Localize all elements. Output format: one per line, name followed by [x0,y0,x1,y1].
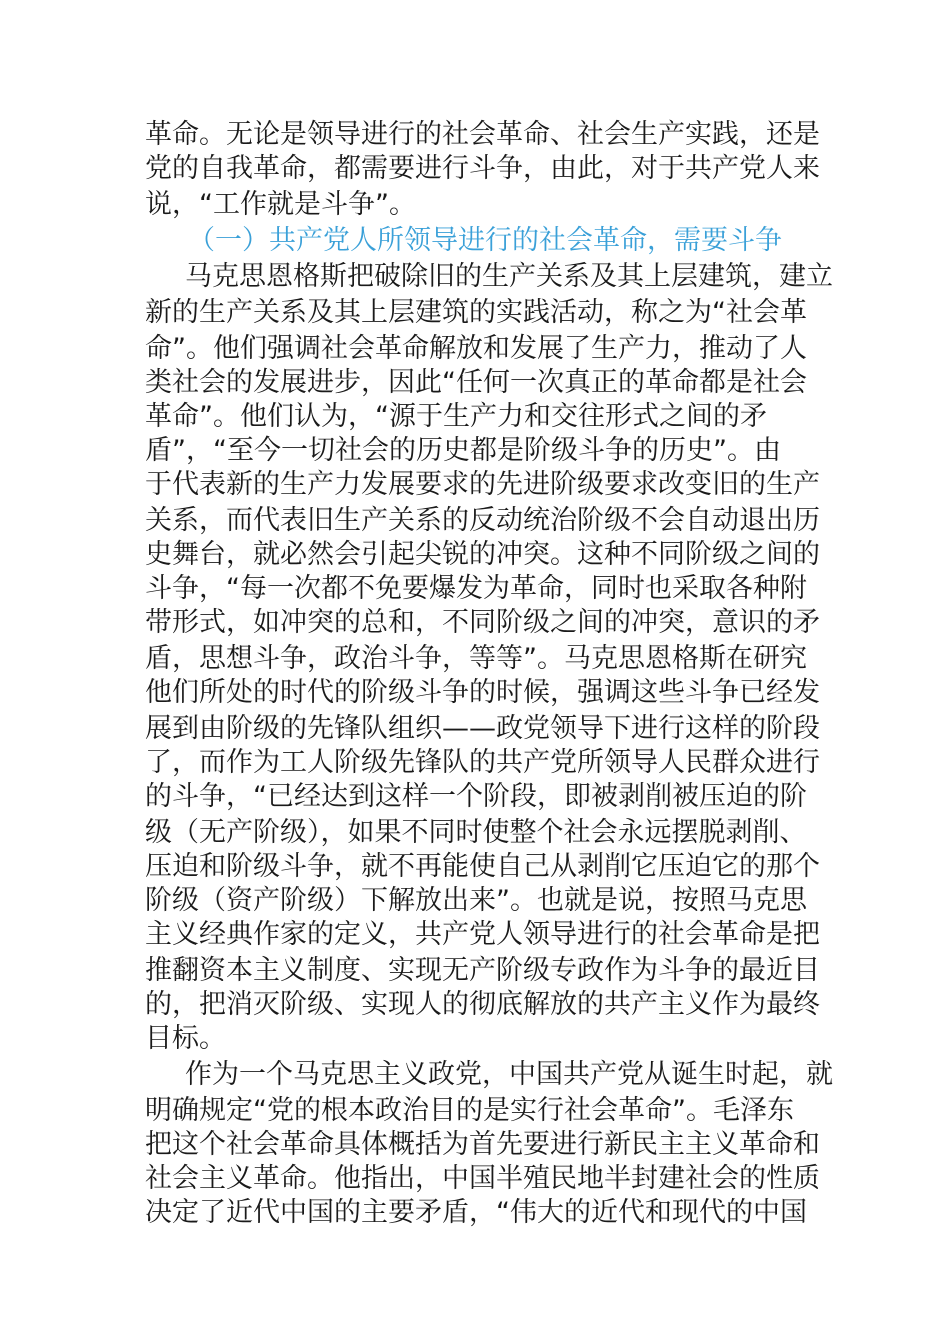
paragraph-line: 说，“工作就是斗争”。 [145,189,416,220]
paragraph-line: 展到由阶级的先锋队组织——政党领导下进行这样的阶段 [145,713,820,744]
paragraph-line: 目标。 [145,1023,226,1054]
paragraph-line: 把这个社会革命具体概括为首先要进行新民主主义革命和 [145,1129,820,1160]
paragraph-line: 推翻资本主义制度、实现无产阶级专政作为斗争的最近目 [145,955,820,986]
paragraph-line: 作为一个马克思主义政党，中国共产党从诞生时起，就 [185,1059,833,1090]
paragraph-line: 明确规定“党的根本政治目的是实行社会革命”。毛泽东 [145,1095,794,1126]
paragraph-line: 新的生产关系及其上层建筑的实践活动，称之为“社会革 [145,297,807,328]
section-heading: （一）共产党人所领导进行的社会革命，需要斗争 [188,225,782,256]
paragraph-line: 级（无产阶级），如果不同时使整个社会永远摆脱剥削、 [145,817,807,848]
paragraph-line: 党的自我革命，都需要进行斗争，由此，对于共产党人来 [145,153,820,184]
paragraph-line: 阶级（资产阶级）下解放出来”。也就是说，按照马克思 [145,885,807,916]
paragraph-line: 命”。他们强调社会革命解放和发展了生产力，推动了人 [145,333,807,364]
paragraph-line: 的斗争，“已经达到这样一个阶段，即被剥削被压迫的阶 [145,781,807,812]
paragraph-line: 带形式，如冲突的总和，不同阶级之间的冲突，意识的矛 [145,607,820,638]
paragraph-line: 盾，思想斗争，政治斗争，等等”。马克思恩格斯在研究 [145,643,807,674]
paragraph-line: 类社会的发展进步，因此“任何一次真正的革命都是社会 [145,367,807,398]
paragraph-line: 决定了近代中国的主要矛盾，“伟大的近代和现代的中国 [145,1197,807,1228]
paragraph-line: 马克思恩格斯把破除旧的生产关系及其上层建筑，建立 [185,261,833,292]
paragraph-line: 压迫和阶级斗争，就不再能使自己从剥削它压迫它的那个 [145,851,820,882]
paragraph-line: 社会主义革命。他指出，中国半殖民地半封建社会的性质 [145,1163,820,1194]
paragraph-line: 革命”。他们认为，“源于生产力和交往形式之间的矛 [145,401,767,432]
paragraph-line: 关系，而代表旧生产关系的反动统治阶级不会自动退出历 [145,505,820,536]
paragraph-line: 史舞台，就必然会引起尖锐的冲突。这种不同阶级之间的 [145,539,820,570]
paragraph-line: 他们所处的时代的阶级斗争的时候，强调这些斗争已经发 [145,677,820,708]
paragraph-line: 主义经典作家的定义，共产党人领导进行的社会革命是把 [145,919,820,950]
paragraph-line: 盾”，“至今一切社会的历史都是阶级斗争的历史”。由 [145,435,781,466]
paragraph-line: 了，而作为工人阶级先锋队的共产党所领导人民群众进行 [145,747,820,778]
paragraph-line: 斗争，“每一次都不免要爆发为革命，同时也采取各种附 [145,573,807,604]
paragraph-line: 于代表新的生产力发展要求的先进阶级要求改变旧的生产 [145,469,820,500]
paragraph-line: 的，把消灭阶级、实现人的彻底解放的共产主义作为最终 [145,989,820,1020]
paragraph-line: 革命。无论是领导进行的社会革命、社会生产实践，还是 [145,119,820,150]
